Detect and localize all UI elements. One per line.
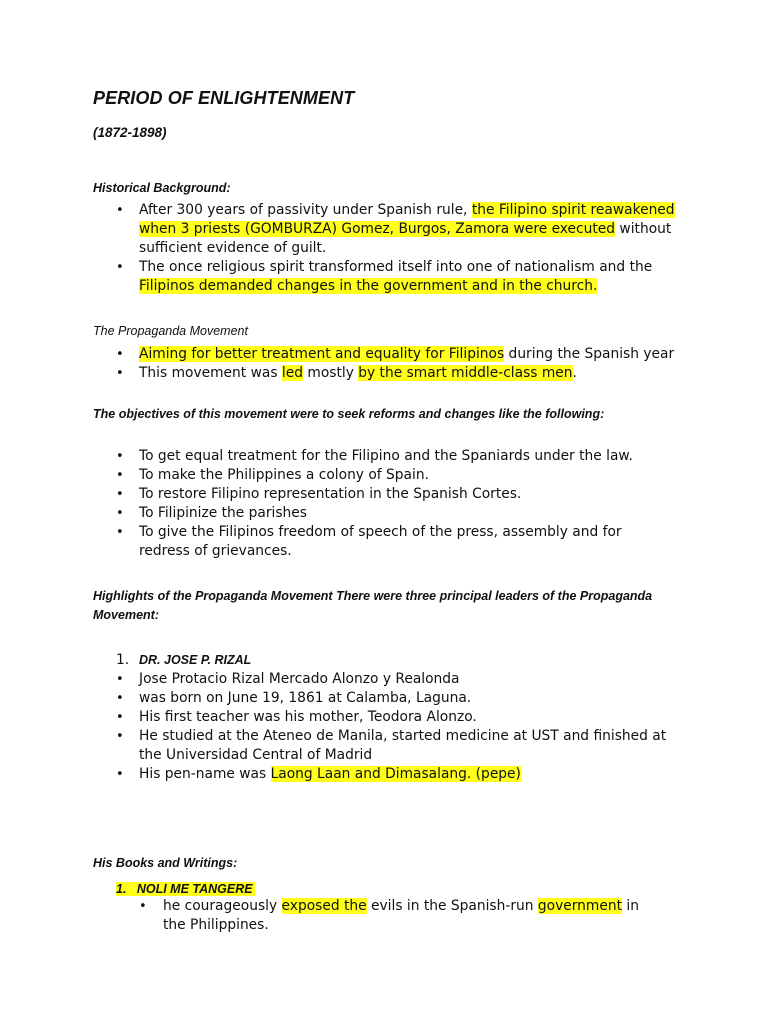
noli-me-tangere-list <box>139 897 664 935</box>
list-item: • To give the Filipinos freedom of speech of the press, assembly and for redress of grievances. <box>116 524 622 559</box>
highlighted-text: Filipinos demanded changes in the government and in the church. <box>139 278 598 294</box>
propaganda-movement-heading: The Propaganda Movement <box>93 324 248 338</box>
book-title: 1. NOLI ME TANGERE <box>116 882 253 896</box>
page-title: PERIOD OF ENLIGHTENMENT <box>93 88 355 108</box>
bullet: • <box>116 691 124 706</box>
bullet: • <box>116 710 124 725</box>
historical-background-heading: Historical Background: <box>93 181 231 195</box>
list-number: 1. <box>116 652 130 668</box>
highlighted-text: by the smart middle-class men <box>358 365 573 381</box>
list-item: • Jose Protacio Rizal Mercado Alonzo y Realonda <box>116 671 460 687</box>
bullet: • <box>116 260 124 275</box>
bullet: • <box>116 347 124 362</box>
highlighted-text: Aiming for better treatment and equality for Filipinos <box>139 346 505 362</box>
highlighted-text: Laong Laan and Dimasalang. (pepe) <box>270 766 521 782</box>
bullet: • <box>116 672 124 687</box>
bullet: • <box>116 468 124 483</box>
bullet: • <box>116 506 124 521</box>
list-item: • His pen-name was Laong Laan and Dimasalang. (pepe) <box>116 766 521 782</box>
historical-background-list <box>116 201 676 296</box>
list-item: • The once religious spirit transformed itself into one of nationalism and the Filipinos demanded changes in the government and in the church. <box>116 259 653 294</box>
period-years: (1872-1898) <box>93 125 167 140</box>
list-item: • His first teacher was his mother, Teodora Alonzo. <box>116 709 477 725</box>
list-item: • He studied at the Ateneo de Manila, started medicine at UST and finished at the Universidad Central of Madrid <box>116 728 667 763</box>
bullet: • <box>116 729 124 744</box>
books-writings-heading: His Books and Writings: <box>93 856 238 870</box>
list-item: • Aiming for better treatment and equality for Filipinos during the Spanish year <box>116 346 675 362</box>
rizal-list <box>116 651 676 784</box>
list-item: • was born on June 19, 1861 at Calamba, Laguna. <box>116 690 472 706</box>
list-item: • This movement was led mostly by the smart middle-class men. <box>116 365 577 381</box>
list-item: • To Filipinize the parishes <box>116 505 307 521</box>
highlighted-text: exposed the <box>281 898 367 914</box>
highlighted-text: led <box>281 365 303 381</box>
bullet: • <box>116 203 124 218</box>
highlighted-text: the Filipino spirit reawakened when 3 priests (GOMBURZA) Gomez, Burgos, Zamora were executed <box>139 202 675 237</box>
propaganda-movement-list <box>116 345 676 383</box>
objectives-heading: The objectives of this movement were to seek reforms and changes like the following: <box>93 407 605 421</box>
objectives-list <box>116 447 676 561</box>
list-item: • To get equal treatment for the Filipino and the Spaniards under the law. <box>116 448 633 464</box>
highlighted-text: government <box>537 898 622 914</box>
list-item: • To make the Philippines a colony of Spain. <box>116 467 429 483</box>
bullet: • <box>139 899 147 914</box>
list-item: • To restore Filipino representation in the Spanish Cortes. <box>116 486 522 502</box>
bullet: • <box>116 487 124 502</box>
list-item-numbered <box>116 651 676 670</box>
bullet: • <box>116 525 124 540</box>
leader-name: DR. JOSE P. RIZAL <box>139 653 252 667</box>
highlights-heading: Highlights of the Propaganda Movement There were three principal leaders of the Propaganda Movement: <box>93 589 653 622</box>
noli-me-tangere-item <box>116 878 255 899</box>
list-item: • he courageously exposed the evils in the Spanish-run government in the Philippines. <box>139 898 639 933</box>
list-item: • After 300 years of passivity under Spanish rule, the Filipino spirit reawakened when 3 priests (GOMBURZA) Gomez, Burgos, Zamora were executed without sufficient evidence of guilt. <box>116 202 675 256</box>
bullet: • <box>116 767 124 782</box>
bullet: • <box>116 366 124 381</box>
bullet: • <box>116 449 124 464</box>
